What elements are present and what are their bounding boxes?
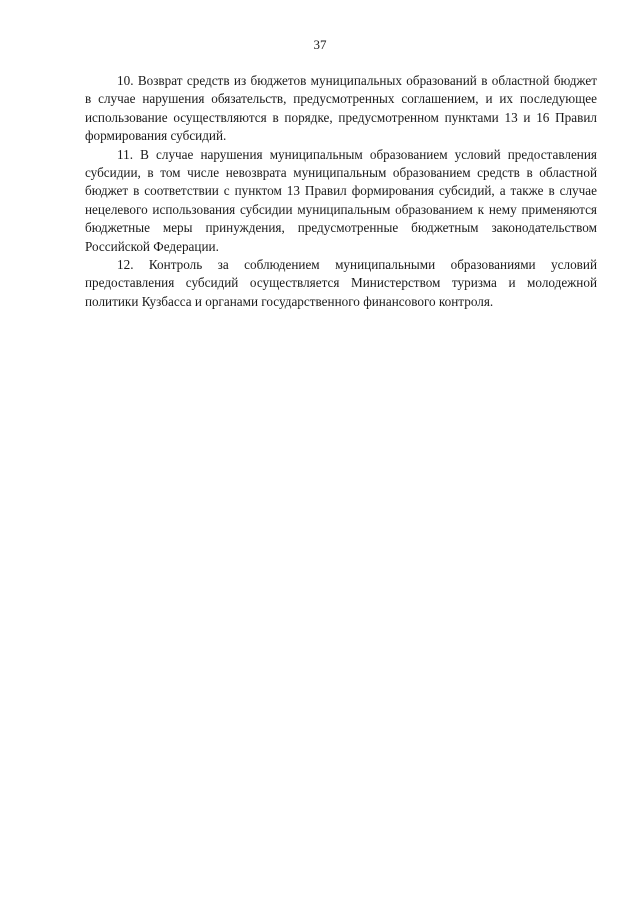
document-body bbox=[85, 72, 597, 311]
paragraph-10: 10. Возврат средств из бюджетов муниципальных образований в областной бюджет в случае нарушения обязательств, предусмотренных соглашением, и их последующее использование осуществляются в порядке, предусмотренном пунктами 13 и 16 Правил формирования субсидий. bbox=[85, 73, 597, 144]
page-number: 37 bbox=[313, 37, 327, 52]
paragraph-12: 12. Контроль за соблюдением муниципальными образованиями условий предоставления субсидий осуществляется Министерством туризма и молодежной политики Кузбасса и органами государственного финансового контроля. bbox=[85, 257, 597, 309]
paragraph-11: 11. В случае нарушения муниципальным образованием условий предоставления субсидии, в том числе невозврата муниципальным образованием средств в областной бюджет в соответствии с пунктом 13 Правил формирования субсидий, а также в случае нецелевого использования субсидии муниципальным образованием к нему применяются бюджетные меры принуждения, предусмотренные бюджетным законодательством Российской Федерации. bbox=[85, 146, 597, 254]
